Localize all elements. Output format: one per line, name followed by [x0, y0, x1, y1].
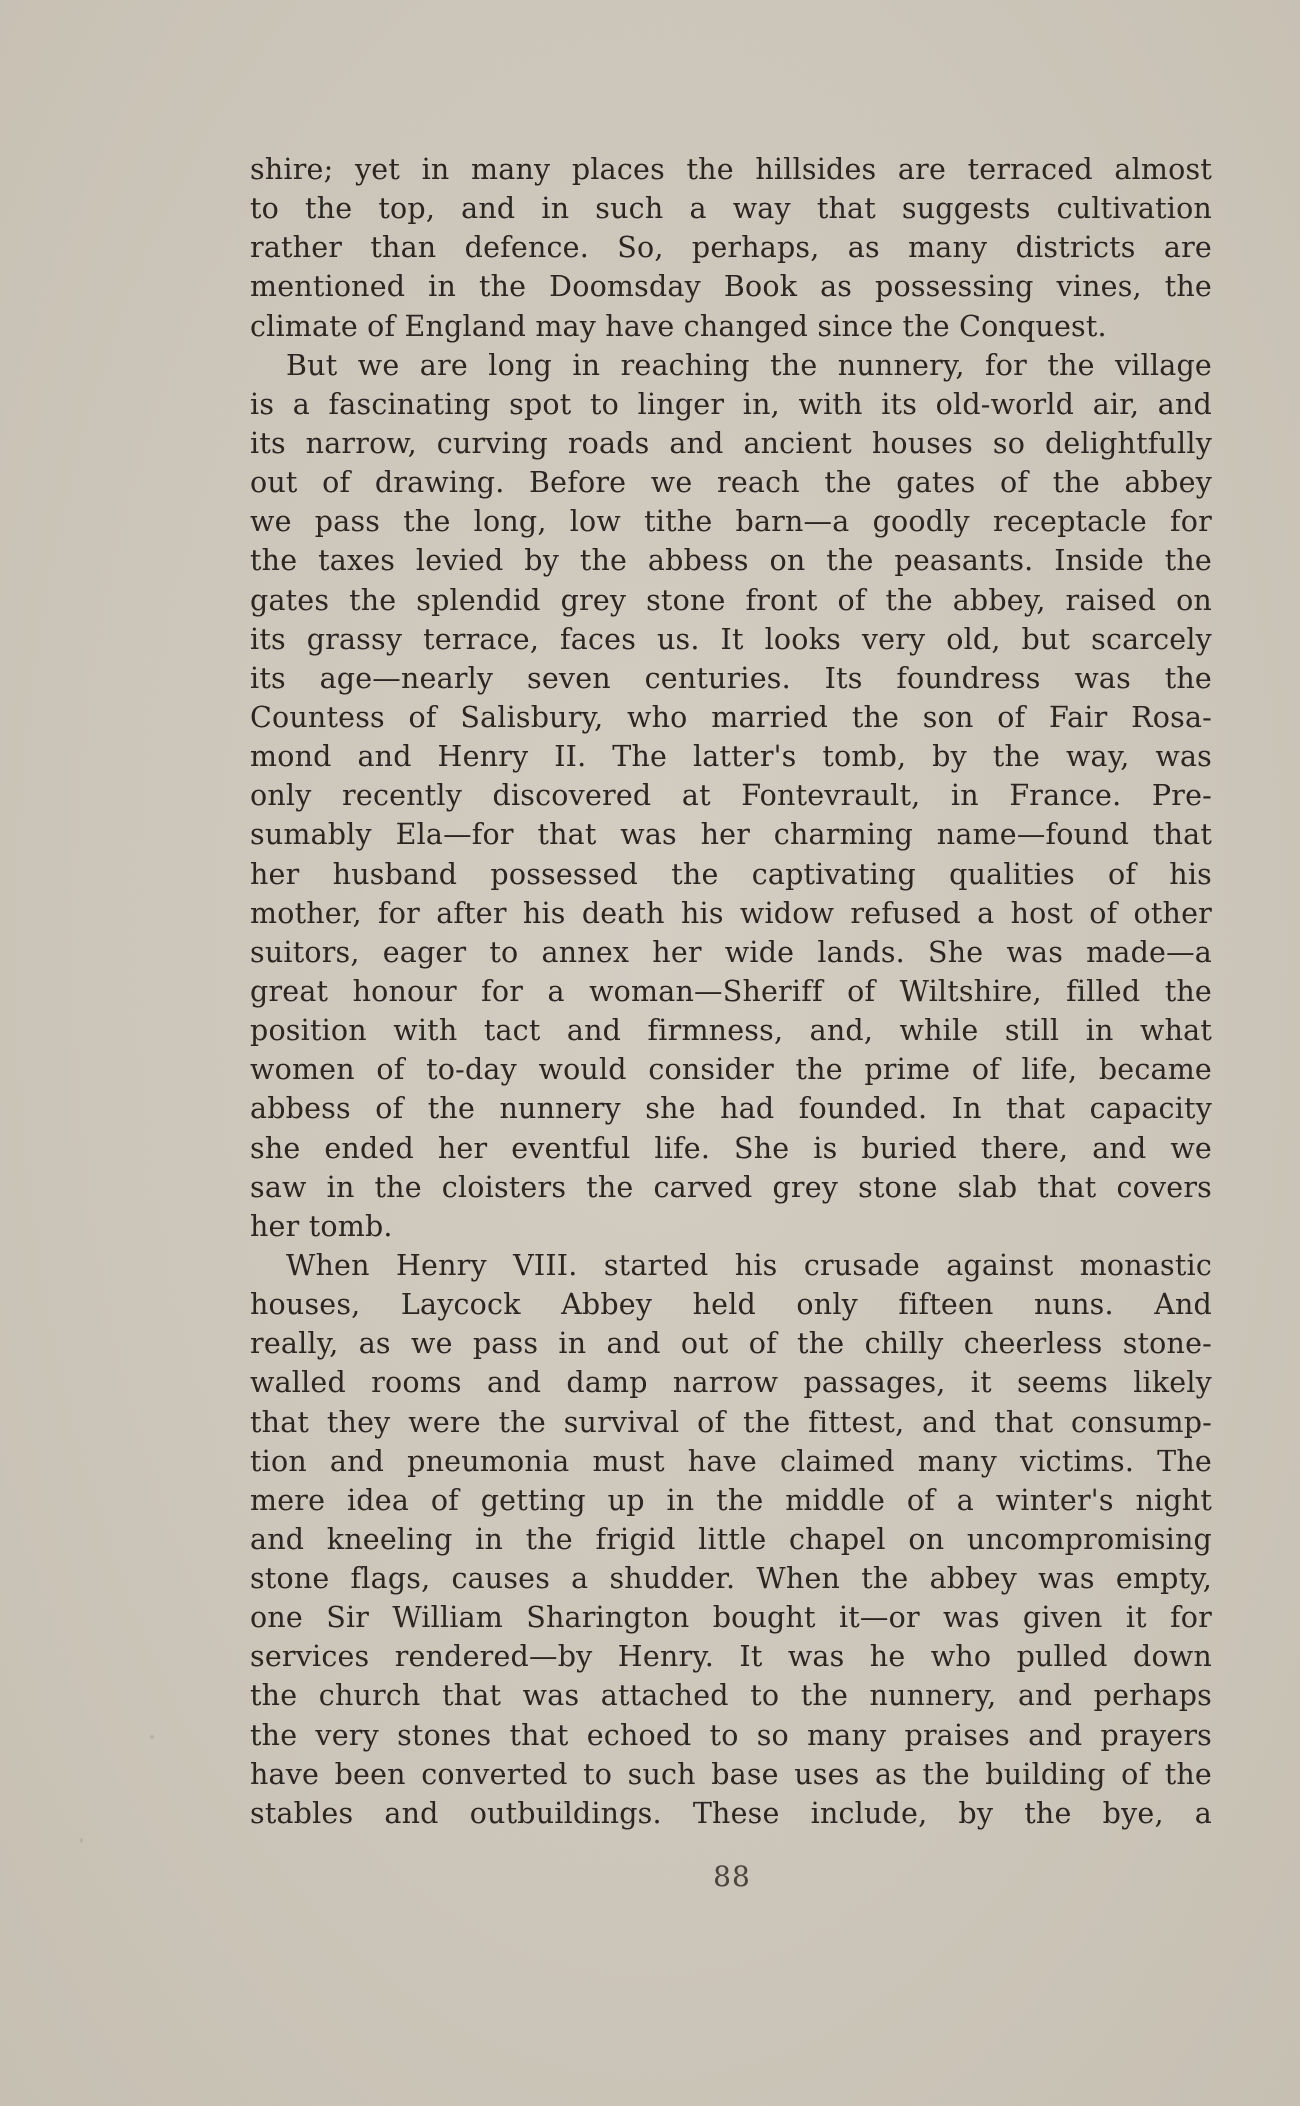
text-line: one Sir William Sharington bought it—or was given it for [250, 1601, 1212, 1635]
text-line: its grassy terrace, faces us. It looks very old, but scarcely [250, 622, 1212, 656]
text-line: have been converted to such base uses as the building of the [250, 1757, 1212, 1791]
text-line: women of to-day would consider the prime of life, became [250, 1053, 1212, 1087]
text-line: that they were the survival of the fittest, and that consump- [250, 1405, 1212, 1439]
text-line: services rendered—by Henry. It was he who pulled down [250, 1640, 1212, 1674]
text-line: stone flags, causes a shudder. When the abbey was empty, [250, 1562, 1212, 1596]
text-line: mere idea of getting up in the middle of a winter's night [250, 1483, 1212, 1517]
paragraph-start-line: When Henry VIII. started his crusade against monastic [286, 1248, 1212, 1282]
text-line: the taxes levied by the abbess on the peasants. Inside the [250, 544, 1212, 578]
text-line: rather than defence. So, perhaps, as many districts are [250, 231, 1212, 265]
text-line: its age—nearly seven centuries. Its foundress was the [250, 661, 1212, 695]
text-line: her tomb. [250, 1209, 393, 1243]
text-line: she ended her eventful life. She is buried there, and we [250, 1131, 1212, 1165]
body-text [250, 150, 1212, 1833]
text-line: sumably Ela—for that was her charming name—found that [250, 818, 1212, 852]
text-line: houses, Laycock Abbey held only fifteen nuns. And [250, 1288, 1212, 1322]
text-line: Countess of Salisbury, who married the son of Fair Rosa- [250, 700, 1212, 734]
text-line: mond and Henry II. The latter's tomb, by the way, was [250, 740, 1212, 774]
paper-speck [150, 1735, 154, 1739]
text-line: stables and outbuildings. These include, by the bye, a [250, 1796, 1212, 1830]
text-line: climate of England may have changed since the Conquest. [250, 309, 1107, 343]
text-line: mother, for after his death his widow refused a host of other [250, 896, 1212, 930]
page-number: 88 [713, 1860, 751, 1893]
text-line: its narrow, curving roads and ancient houses so delightfully [250, 426, 1212, 460]
text-line: gates the splendid grey stone front of the abbey, raised on [250, 583, 1212, 617]
text-line: walled rooms and damp narrow passages, it seems likely [250, 1366, 1212, 1400]
text-line: the church that was attached to the nunnery, and perhaps [250, 1679, 1212, 1713]
text-line: out of drawing. Before we reach the gates of the abbey [250, 466, 1212, 500]
paragraph-start-line: But we are long in reaching the nunnery, for the village [286, 348, 1212, 382]
text-line: tion and pneumonia must have claimed many victims. The [250, 1444, 1212, 1478]
text-line: abbess of the nunnery she had founded. In that capacity [250, 1092, 1212, 1126]
text-line: is a fascinating spot to linger in, with its old-world air, and [250, 387, 1212, 421]
text-line: position with tact and firmness, and, while still in what [250, 1014, 1212, 1048]
text-line: to the top, and in such a way that suggests cultivation [250, 192, 1212, 226]
text-line: great honour for a woman—Sheriff of Wiltshire, filled the [250, 974, 1212, 1008]
text-line: only recently discovered at Fontevrault, in France. Pre- [250, 779, 1212, 813]
text-line: saw in the cloisters the carved grey stone slab that covers [250, 1170, 1212, 1204]
text-line: and kneeling in the frigid little chapel on uncompromising [250, 1522, 1212, 1556]
text-line: her husband possessed the captivating qualities of his [250, 857, 1212, 891]
text-line: mentioned in the Doomsday Book as possessing vines, the [250, 270, 1212, 304]
text-line: really, as we pass in and out of the chilly cheerless stone- [250, 1327, 1212, 1361]
paper-speck [80, 1838, 83, 1843]
text-line: the very stones that echoed to so many praises and prayers [250, 1718, 1212, 1752]
text-line: we pass the long, low tithe barn—a goodly receptacle for [250, 505, 1212, 539]
text-line: shire; yet in many places the hillsides are terraced almost [250, 153, 1212, 186]
text-line: suitors, eager to annex her wide lands. She was made—a [250, 935, 1212, 969]
